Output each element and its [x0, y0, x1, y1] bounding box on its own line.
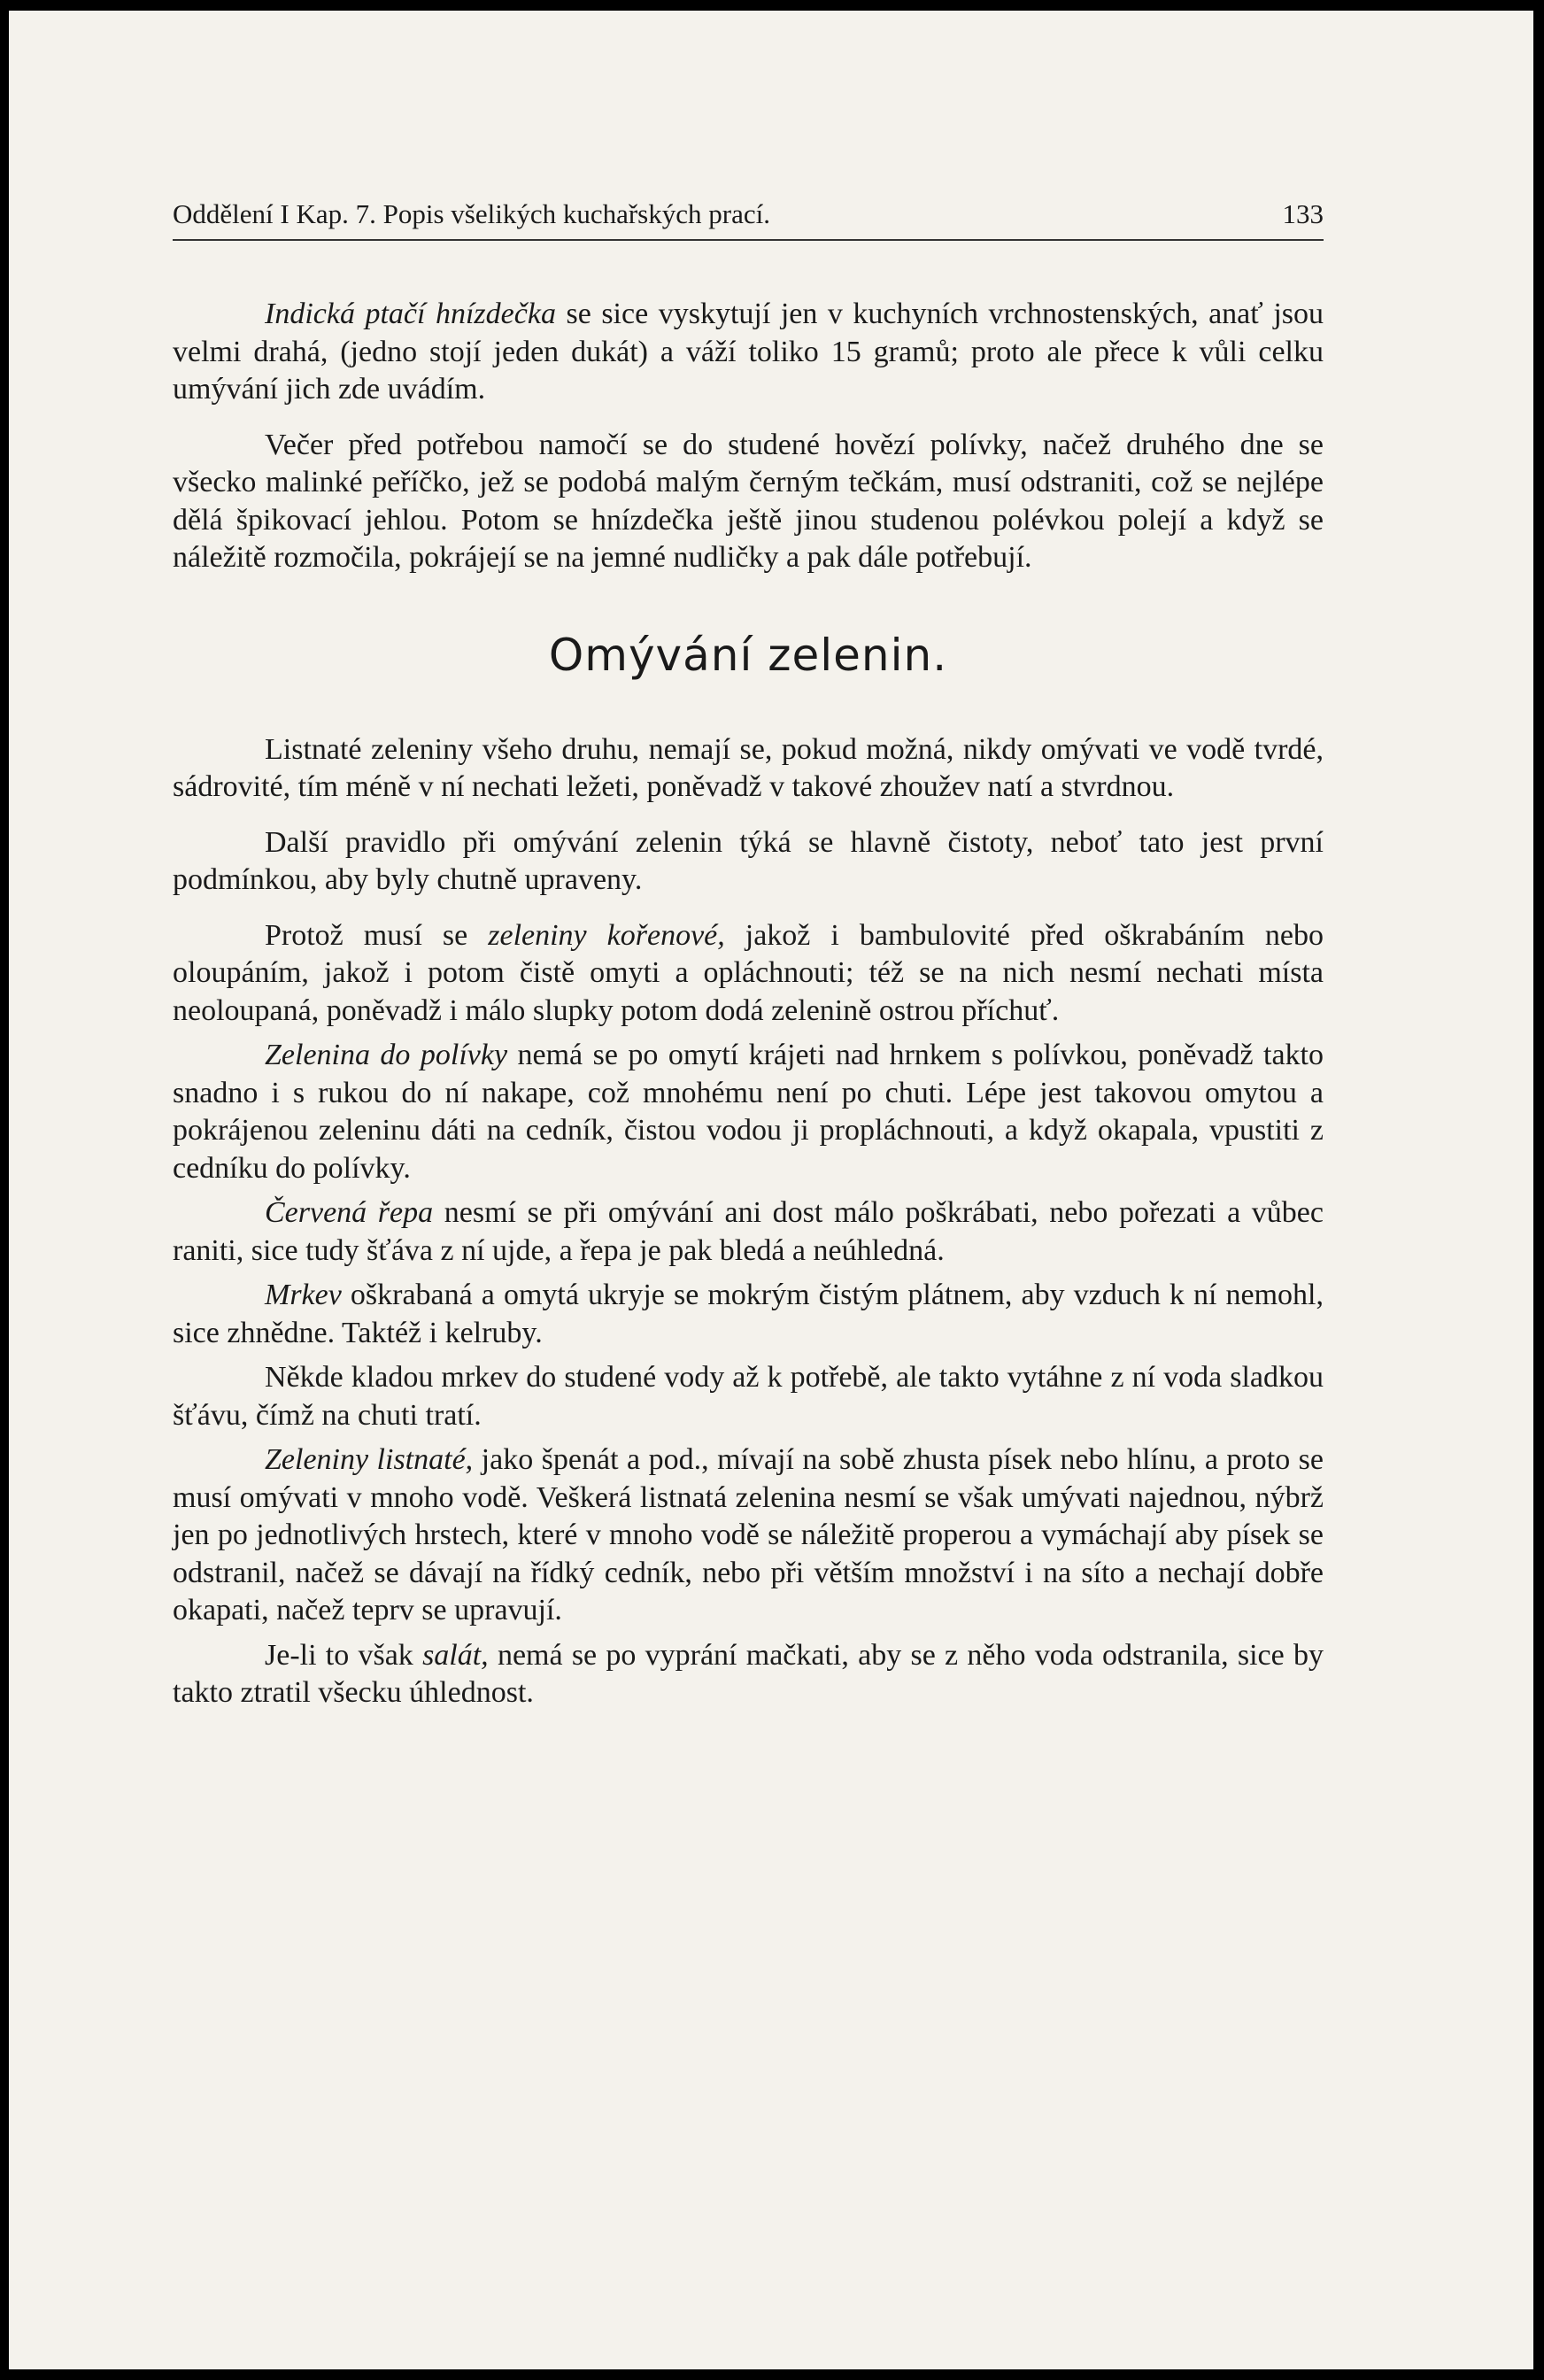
term-carrot: Mrkev	[265, 1279, 342, 1311]
term-bird-nests: Indická ptačí hnízdečka	[265, 298, 556, 330]
paragraph-leafy-water	[173, 731, 1324, 807]
paragraph-text: nemá se po vyprání mačkati, aby se z něho voda odstranila, sice by takto ztratil všecku úhlednost.	[173, 1638, 1324, 1709]
paragraph-carrot-water	[173, 1359, 1324, 1434]
paragraph-text: se sice vyskytují jen v kuchyních vrchnostenských, anať jsou velmi drahá, (jedno stojí jeden dukát) a váží toliko 15 gramů; proto ale přece k vůli celku umývání jich zde uvádím.	[173, 298, 1324, 406]
paragraph-salad	[173, 1637, 1324, 1712]
term-salad: salát,	[422, 1638, 489, 1672]
paragraph-text: Je-li to však	[265, 1638, 423, 1672]
paragraph-leafy-vegetables	[173, 1441, 1324, 1630]
paragraph-text: jakož i bambulovité před oškrabáním nebo oloupáním, jakož i potom čistě omyti a opláchnouti; též se na nich nesmí nechati místa neoloupaná, poněvadž i málo slupky potom dodá zelenině ostrou příchuť.	[173, 918, 1324, 1027]
paragraph-text: Další pravidlo při omývání zelenin týká se hlavně čistoty, neboť tato jest první podmínkou, aby byly chutně upraveny.	[173, 825, 1324, 896]
paragraph-cleanliness	[173, 824, 1324, 900]
paragraph-nests-preparation	[173, 427, 1324, 577]
paragraph-text: Protož musí se	[265, 918, 489, 952]
section-title: Omývání zelenin.	[548, 629, 948, 681]
page-content	[173, 197, 1324, 1712]
paragraph-text: nemá se po omytí krájeti nad hrnkem s polívkou, poněvadž takto snadno i s rukou do ní nakape, což mnohému není po chuti. Lépe jest takovou omytou a pokrájenou zeleninu dáti na cedník, čistou vodou ji propláchnouti, a když okapala, vpustiti z cedníku do polívky.	[173, 1039, 1324, 1185]
paragraph-carrot	[173, 1277, 1324, 1352]
paragraph-soup-vegetables	[173, 1037, 1324, 1187]
running-head	[173, 197, 1324, 241]
paragraph-text: jako špenát a pod., mívají na sobě zhusta písek nebo hlínu, a proto se musí omývati v mnoho vodě. Veškerá listnatá zelenina nesmí se však umývati najednou, nýbrž jen po jednotlivých hrstech, které v mnoho vodě se náležitě properou a vymáchají aby písek se odstranil, načež se dávají na řídký cedník, nebo při větším množství i na síto a nechají dobře okapati, načež teprv se upravují.	[173, 1443, 1324, 1627]
paragraph-text: Večer před potřebou namočí se do studené hovězí polívky, načež druhého dne se všecko malinké peříčko, jež se podobá malým černým tečkám, musí odstraniti, což se nejlépe dělá špikovací jehlou. Potom se hnízdečka ještě jinou studenou polévkou polejí a když se náležitě rozmočila, pokrájejí se na jemné nudličky a pak dále potřebují.	[173, 428, 1324, 574]
paragraph-text: Listnaté zeleniny všeho druhu, nemají se, pokud možná, nikdy omývati ve vodě tvrdé, sádrovité, tím méně v ní nechati ležeti, poněvadž v takové zhoužev natí a stvrdnou.	[173, 732, 1324, 803]
term-root-vegetables: zeleniny kořenové,	[488, 918, 725, 952]
paragraph-beetroot	[173, 1194, 1324, 1270]
term-soup-vegetables: Zelenina do polívky	[265, 1039, 508, 1071]
paragraph-text: nesmí se při omývání ani dost málo poškrábati, nebo pořezati a vůbec raniti, sice tudy šťáva z ní ujde, a řepa je pak bledá a neúhledná.	[173, 1196, 1324, 1267]
paragraph-bird-nests	[173, 296, 1324, 409]
page-number: 133	[1282, 198, 1324, 229]
book-page	[9, 11, 1533, 2369]
term-leafy-vegetables: Zeleniny listnaté,	[265, 1443, 474, 1476]
paragraph-text: oškrabaná a omytá ukryje se mokrým čistým plátnem, aby vzduch k ní nemohl, sice zhnědne. Taktéž i kelruby.	[173, 1279, 1324, 1349]
paragraph-root-vegetables	[173, 917, 1324, 1031]
running-title: Oddělení I Kap. 7. Popis všelikých kuchařských prací.	[173, 198, 770, 229]
paragraph-text: Někde kladou mrkev do studené vody až k potřebě, ale takto vytáhne z ní voda sladkou šťávu, čímž na chuti tratí.	[173, 1361, 1324, 1432]
term-beetroot: Červená řepa	[265, 1196, 434, 1229]
